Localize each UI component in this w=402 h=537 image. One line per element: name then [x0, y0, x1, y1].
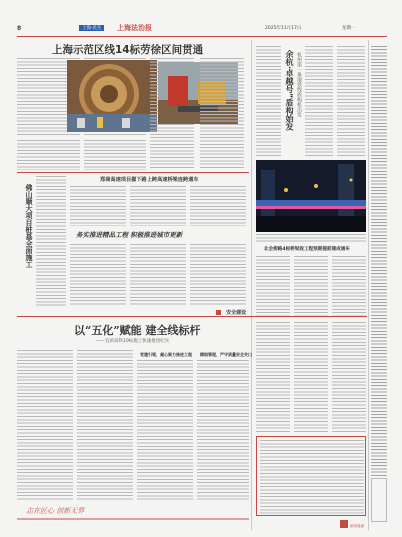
feature-headline: 以“五化”赋能 建全线标杆	[74, 324, 201, 337]
night-bridge-photo	[256, 160, 366, 232]
header-rule	[17, 36, 387, 37]
night-bridge-graphic	[256, 160, 366, 232]
footer-brand-ribbon	[17, 518, 249, 520]
corner-icon	[340, 520, 348, 528]
tunnel-photo-graphic	[67, 60, 157, 132]
bridge-text-col2	[294, 256, 328, 316]
mid-text-col2	[200, 58, 244, 170]
slogan-headline: 务实推进精品工程 积极推进城市更新	[76, 231, 183, 239]
bridge-text-col3	[332, 256, 366, 316]
lead-text-col4	[84, 140, 146, 170]
header-bar	[17, 22, 387, 36]
lead-headline: 上海示范区线14标劳徐区间贯通	[52, 44, 204, 56]
feature-subhead-1: 党建引领，凝心聚力推进工程	[140, 352, 192, 357]
notice-box	[256, 436, 366, 516]
left-column-text	[36, 176, 66, 306]
bridge-headline: 北会街路4标桥梁段工程预期提前建成通车	[264, 247, 350, 252]
right-lower-col3	[332, 322, 366, 432]
right-lower-col1	[256, 322, 290, 432]
feature-col3	[137, 360, 193, 500]
mid-article-col1	[70, 186, 126, 226]
notice-box-text	[260, 440, 364, 514]
section-rule-2	[17, 316, 367, 317]
mid-headline: 郑商高速项目握下路上跨高速桥梁连跨通车	[100, 177, 199, 183]
slogan-text-col1	[70, 244, 126, 306]
paper-name: 上海法治报	[117, 23, 152, 32]
slogan-text-col2	[130, 244, 186, 306]
weekday: 星期一	[342, 26, 356, 31]
right-text-upper3	[337, 46, 365, 158]
tunnel-photo	[67, 60, 157, 132]
safety-logo-mark	[216, 310, 221, 315]
right-vertical-headline: 余杭·卓越号“盾构始发	[285, 50, 294, 131]
section-rule-1	[17, 172, 249, 173]
slogan-text-col3	[190, 244, 246, 306]
right-divider	[251, 40, 252, 530]
feature-subhead-2: 精细管理，严守质量安全关口	[200, 352, 252, 357]
far-right-column	[371, 46, 387, 476]
right-lower-col2	[294, 322, 328, 432]
page-number: 8	[17, 25, 22, 32]
left-vertical-headline: 佛山顺大项目桩基全面施工	[25, 184, 33, 268]
feature-subheadline: ——宜滨高铁10标施工快速推进纪实	[96, 339, 170, 344]
photo-caption	[256, 234, 366, 242]
bridge-text-col1	[256, 256, 290, 316]
feature-col1	[17, 350, 73, 500]
far-right-ad	[371, 478, 387, 522]
mid-article-col3	[190, 186, 246, 226]
right-vertical-subhead: 杭州第一条地铁线盾构机出发	[296, 52, 302, 117]
section-label: 上海·民生	[79, 25, 104, 31]
corner-logo: 新闻速递	[350, 524, 364, 528]
mid-article-col2	[130, 186, 186, 226]
footer-brand: 志在匠心 创新无界	[26, 507, 85, 515]
right-text-upper1	[256, 46, 281, 158]
lead-text-col3	[17, 140, 80, 170]
issue-date: 2025年11月17日	[265, 26, 302, 31]
feature-col2	[77, 350, 133, 500]
right-text-upper2	[305, 46, 333, 158]
far-right-divider	[368, 40, 369, 530]
safety-logo-text: 安全建设	[226, 310, 247, 316]
feature-col4	[197, 360, 249, 500]
safety-logo	[216, 302, 248, 316]
